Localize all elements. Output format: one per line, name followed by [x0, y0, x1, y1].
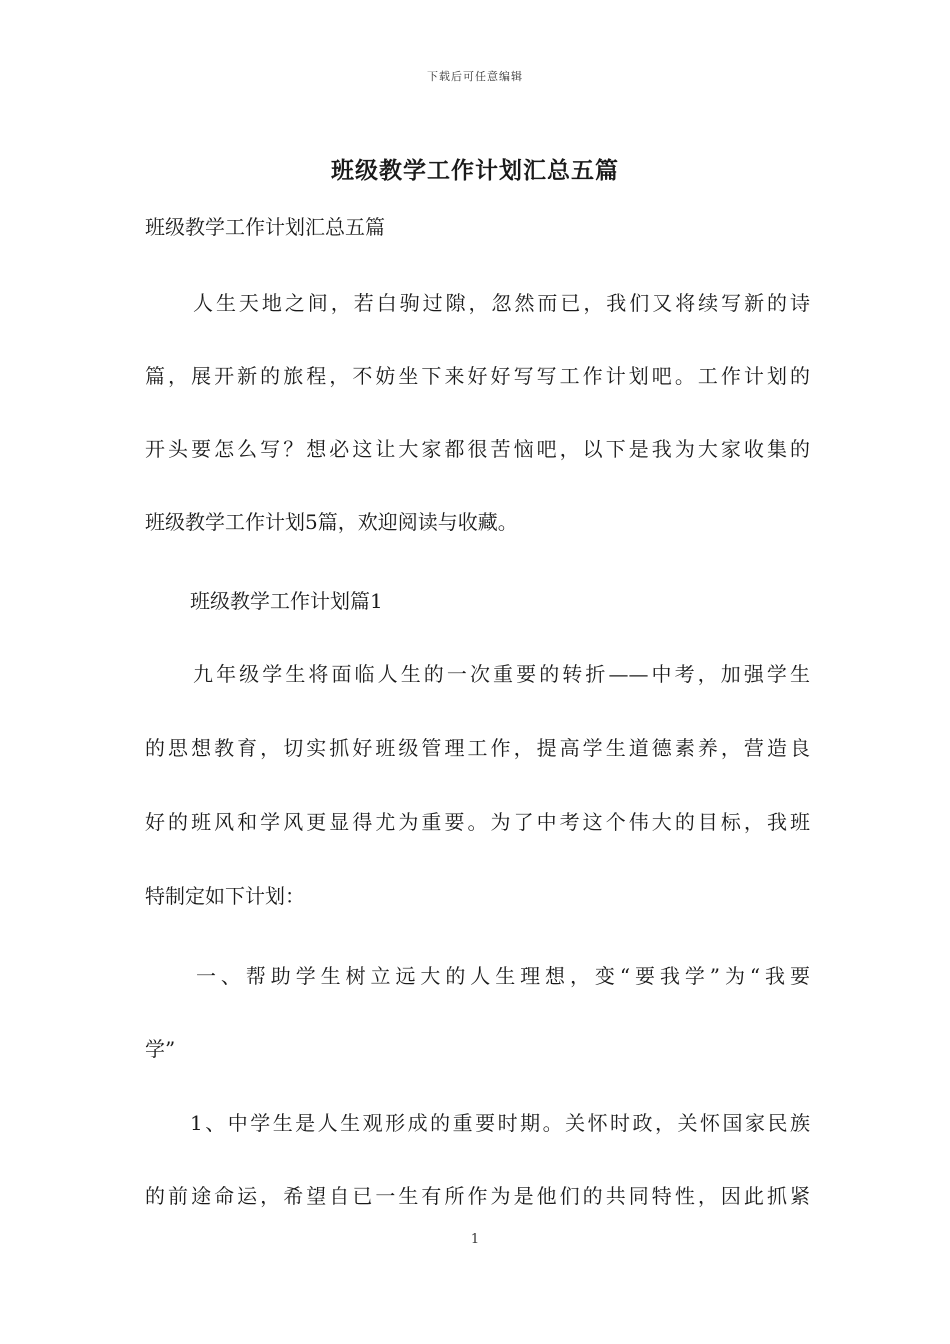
para1-line-1: 九年级学生将面临人生的一次重要的转折——中考，加强学生	[193, 662, 810, 686]
para1-line-3: 好的班风和学风更显得尤为重要。为了中考这个伟大的目标，我班	[145, 810, 810, 834]
intro-line-1: 人生天地之间，若白驹过隙，忽然而已，我们又将续写新的诗	[193, 291, 810, 315]
item1-line-1: 1、中学生是人生观形成的重要时期。关怀时政，关怀国家民族	[190, 1111, 810, 1135]
document-title: 班级教学工作计划汇总五篇	[331, 157, 619, 184]
intro-line-2: 篇，展开新的旅程，不妨坐下来好好写写工作计划吧。工作计划的	[145, 364, 810, 388]
page-number: 1	[470, 1232, 480, 1247]
point1-line-2: 学”	[145, 1037, 176, 1061]
intro-line-3: 开头要怎么写？想必这让大家都很苦恼吧，以下是我为大家收集的	[145, 437, 810, 461]
point1-line-1: 一、帮助学生树立远大的人生理想，变“要我学”为“我要	[196, 964, 810, 988]
para1-line-2: 的思想教育，切实抓好班级管理工作，提高学生道德素养，营造良	[145, 736, 810, 760]
intro-line-4: 班级教学工作计划5篇，欢迎阅读与收藏。	[145, 510, 518, 534]
para1-line-4: 特制定如下计划：	[145, 884, 305, 908]
header-note: 下载后可任意编辑	[427, 70, 523, 83]
document-subtitle: 班级教学工作计划汇总五篇	[145, 215, 385, 239]
section-heading: 班级教学工作计划篇1	[190, 589, 383, 613]
item1-line-2: 的前途命运，希望自已一生有所作为是他们的共同特性，因此抓紧	[145, 1184, 810, 1208]
